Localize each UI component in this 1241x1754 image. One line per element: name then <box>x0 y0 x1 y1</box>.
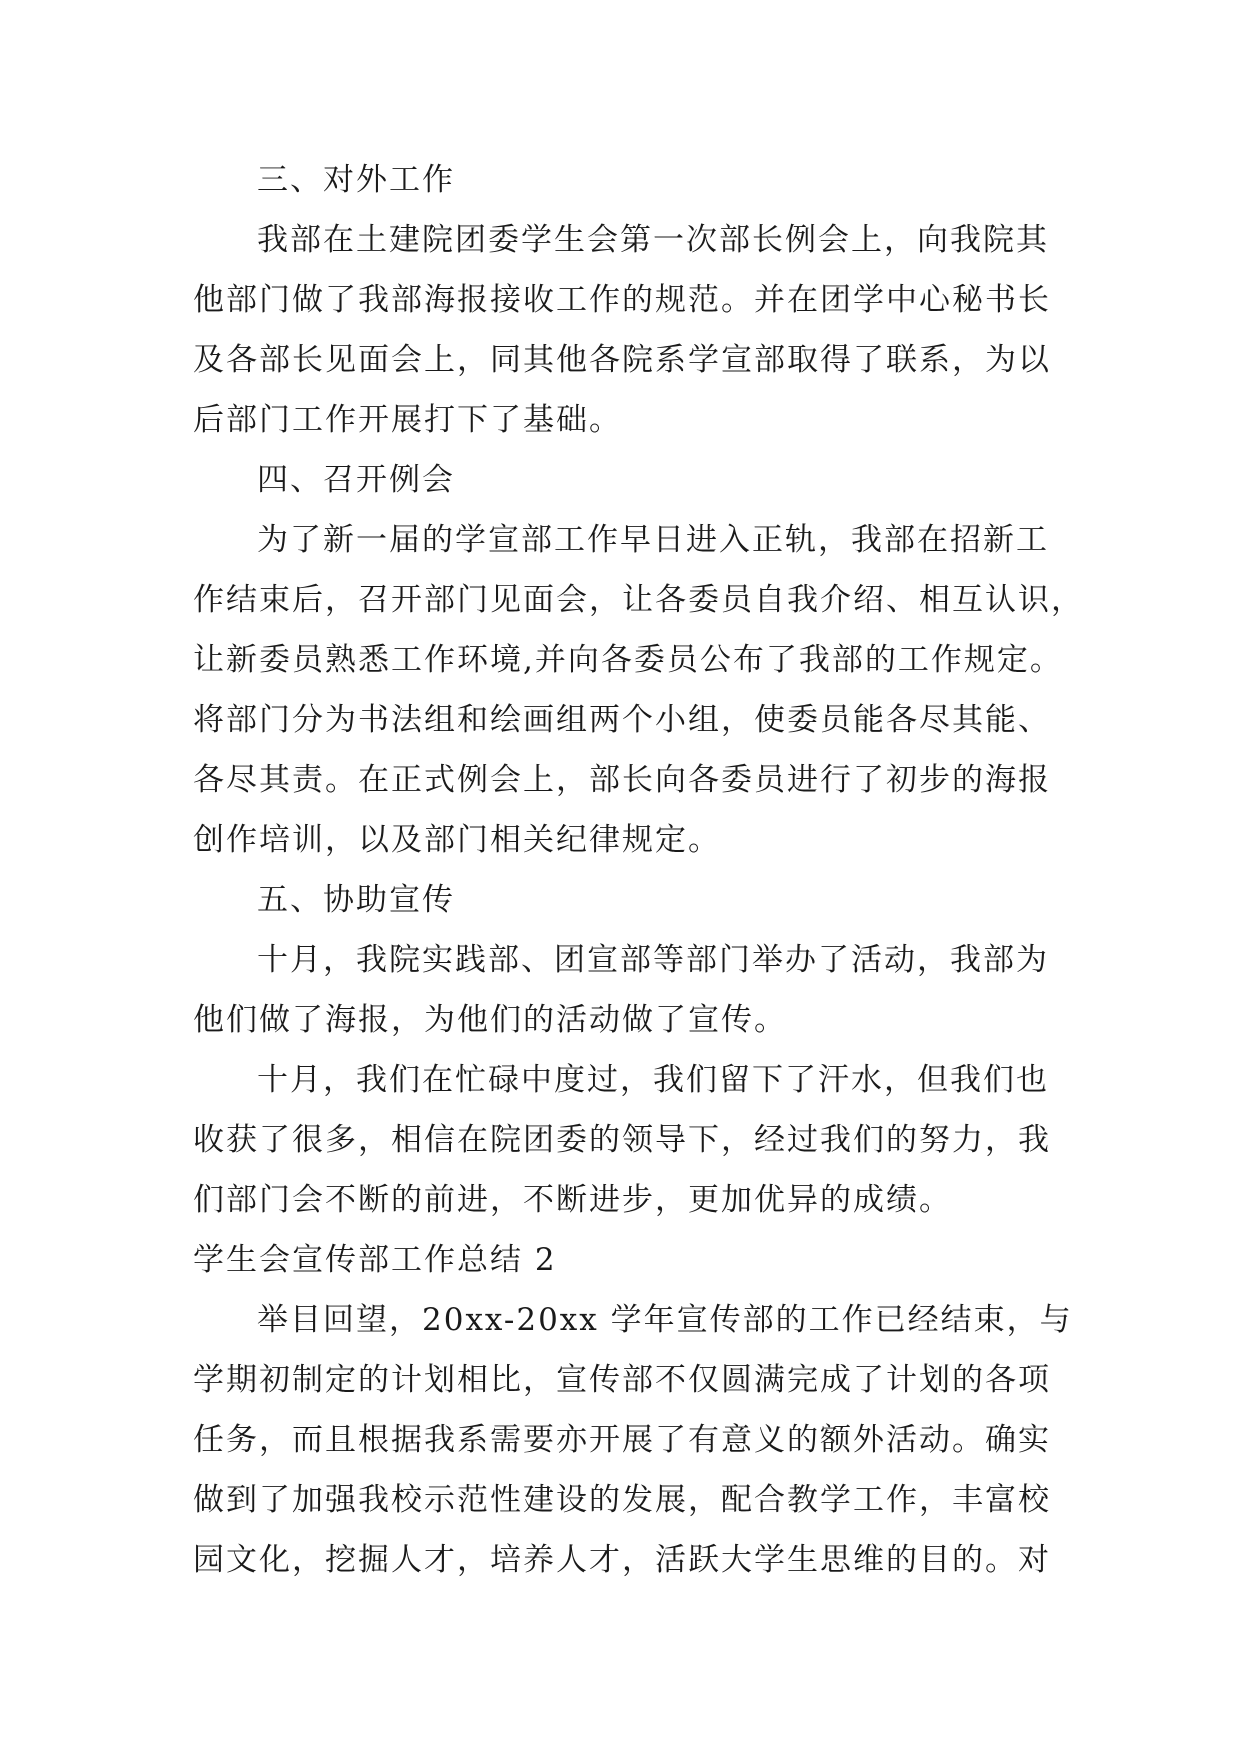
paragraph-line: 举目回望，20xx-20xx 学年宣传部的工作已经结束，与 <box>257 1302 1073 1338</box>
section-heading-external-work: 三、对外工作 <box>257 162 455 198</box>
section-heading-publicity: 五、协助宣传 <box>257 882 455 918</box>
paragraph-line: 各尽其责。在正式例会上，部长向各委员进行了初步的海报 <box>193 762 1051 798</box>
paragraph-line: 任务，而且根据我系需要亦开展了有意义的额外活动。确实 <box>193 1422 1051 1458</box>
paragraph-line: 及各部长见面会上，同其他各院系学宣部取得了联系，为以 <box>193 342 1051 378</box>
paragraph-line: 创作培训，以及部门相关纪律规定。 <box>193 822 721 858</box>
paragraph-line: 收获了很多，相信在院团委的领导下，经过我们的努力，我 <box>193 1122 1051 1158</box>
document-subtitle: 学生会宣传部工作总结 2 <box>193 1242 557 1278</box>
paragraph-line: 十月，我院实践部、团宣部等部门举办了活动，我部为 <box>257 942 1049 978</box>
paragraph-line: 为了新一届的学宣部工作早日进入正轨，我部在招新工 <box>257 522 1049 558</box>
paragraph-line: 后部门工作开展打下了基础。 <box>193 402 622 438</box>
document-body <box>193 150 1084 1590</box>
paragraph-line: 学期初制定的计划相比，宣传部不仅圆满完成了计划的各项 <box>193 1362 1051 1398</box>
paragraph-line: 他们做了海报，为他们的活动做了宣传。 <box>193 1002 787 1038</box>
paragraph-line: 们部门会不断的前进，不断进步，更加优异的成绩。 <box>193 1182 952 1218</box>
paragraph-line: 我部在土建院团委学生会第一次部长例会上，向我院其 <box>257 222 1049 258</box>
paragraph-line: 让新委员熟悉工作环境,并向各委员公布了我部的工作规定。 <box>193 642 1063 678</box>
paragraph-line: 作结束后，召开部门见面会，让各委员自我介绍、相互认识， <box>193 582 1084 618</box>
paragraph-line: 园文化，挖掘人才，培养人才，活跃大学生思维的目的。对 <box>193 1542 1051 1578</box>
paragraph-line: 十月，我们在忙碌中度过，我们留下了汗水，但我们也 <box>257 1062 1049 1098</box>
paragraph-line: 他部门做了我部海报接收工作的规范。并在团学中心秘书长 <box>193 282 1051 318</box>
section-heading-meetings: 四、召开例会 <box>257 462 455 498</box>
paragraph-line: 做到了加强我校示范性建设的发展，配合教学工作，丰富校 <box>193 1482 1051 1518</box>
paragraph-line: 将部门分为书法组和绘画组两个小组，使委员能各尽其能、 <box>193 702 1051 738</box>
